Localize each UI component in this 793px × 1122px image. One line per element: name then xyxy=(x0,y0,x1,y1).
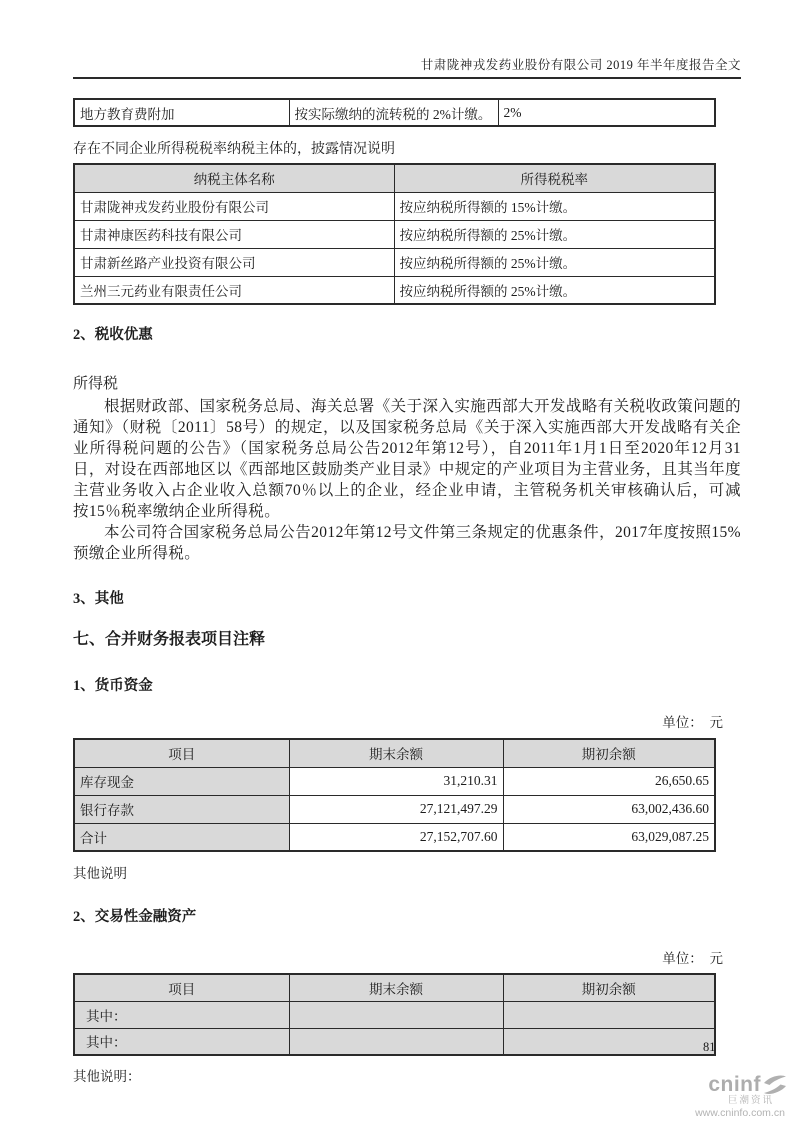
column-header: 期末余额 xyxy=(289,974,503,1001)
section-heading-monetary-funds: 1、货币资金 xyxy=(73,678,153,694)
row-label-cell: 其中： xyxy=(74,1028,289,1055)
table-row xyxy=(74,823,715,851)
section-heading-notes: 七、合并财务报表项目注释 xyxy=(73,631,266,648)
empty-cell xyxy=(289,1001,503,1028)
table-cell: 按应纳税所得额的 25%计缴。 xyxy=(394,276,715,304)
table-row xyxy=(74,248,715,276)
value-cell: 63,002,436.60 xyxy=(503,795,715,823)
column-header: 期末余额 xyxy=(289,739,503,767)
table-cell: 按应纳税所得额的 15%计缴。 xyxy=(394,192,715,220)
row-label-cell: 银行存款 xyxy=(74,795,289,823)
empty-cell xyxy=(503,1028,715,1055)
table-cell: 甘肃神康医药科技有限公司 xyxy=(74,220,394,248)
tax-incentive-paragraph-2: 本公司符合国家税务总局公告2012年第12号文件第三条规定的优惠条件，2017年度按照15%预缴企业所得税。 xyxy=(73,524,741,562)
cninfo-logo-row xyxy=(690,1074,790,1096)
table-row xyxy=(74,220,715,248)
table-cell: 甘肃陇神戎发药业股份有限公司 xyxy=(74,192,394,220)
page-content xyxy=(73,98,741,1085)
table-cell: 按应纳税所得额的 25%计缴。 xyxy=(394,248,715,276)
income-tax-label: 所得税 xyxy=(73,376,119,392)
column-header: 纳税主体名称 xyxy=(74,164,394,192)
table-header-row xyxy=(74,974,715,1001)
cninfo-logo-subtitle: 巨潮资讯 xyxy=(727,1095,774,1107)
table-cell: 2% xyxy=(498,99,715,126)
value-cell: 27,152,707.60 xyxy=(289,823,503,851)
column-header: 期初余额 xyxy=(503,974,715,1001)
monetary-funds-table xyxy=(73,738,716,852)
table-cell: 兰州三元药业有限责任公司 xyxy=(74,276,394,304)
page-number: 81 xyxy=(703,1040,716,1054)
table-cell: 按实际缴纳的流转税的 2%计缴。 xyxy=(289,99,498,126)
section-heading-trading-assets: 2、交易性金融资产 xyxy=(73,909,197,925)
cninfo-logo-text: cninf xyxy=(708,1073,761,1096)
empty-cell xyxy=(503,1001,715,1028)
table-row xyxy=(74,276,715,304)
table-header-row xyxy=(74,739,715,767)
value-cell: 26,650.65 xyxy=(503,767,715,795)
value-cell: 63,029,087.25 xyxy=(503,823,715,851)
column-header: 所得税税率 xyxy=(394,164,715,192)
empty-cell xyxy=(289,1028,503,1055)
section-heading-other: 3、其他 xyxy=(73,591,124,607)
other-note: 其他说明 xyxy=(73,866,127,881)
section-heading-tax-incentive: 2、税收优惠 xyxy=(73,327,153,343)
table-cell: 按应纳税所得额的 25%计缴。 xyxy=(394,220,715,248)
cninfo-logo-url: www.cninfo.com.cn xyxy=(695,1107,785,1120)
value-cell: 27,121,497.29 xyxy=(289,795,503,823)
tax-incentive-paragraph-1: 根据财政部、国家税务总局、海关总署《关于深入实施西部大开发战略有关税收政策问题的通知》（财税〔2011〕58号）的规定，以及国家税务总局《关于深入实施西部大开发战略有关企业所得税问题的公告》（国家税务总局公告2012年第12号），自2011年1月1日至2020年12月31日，对设在西部地区以《西部地区鼓励类产业目录》中规定的产业项目为主营业务，且其当年度主营业务收入占企业收入总额70％以上的企业，经企业申请，主管税务机关审核确认后，可减按15％税率缴纳企业所得税。 xyxy=(73,398,741,520)
report-title: 甘肃陇神戎发药业股份有限公司 2019 年半年度报告全文 xyxy=(420,58,741,72)
trading-assets-table xyxy=(73,973,716,1056)
taxpayer-table xyxy=(73,163,716,305)
table-row xyxy=(74,1028,715,1055)
value-cell: 31,210.31 xyxy=(289,767,503,795)
surtax-table xyxy=(73,98,716,127)
unit-label: 单位： 元 xyxy=(662,715,723,730)
column-header: 项目 xyxy=(74,974,289,1001)
unit-label: 单位： 元 xyxy=(662,951,723,966)
table-header-row xyxy=(74,164,715,192)
table-row xyxy=(74,795,715,823)
cninfo-logo xyxy=(690,1074,790,1119)
table-row xyxy=(74,99,715,126)
disclosure-note: 存在不同企业所得税税率纳税主体的，披露情况说明 xyxy=(73,142,395,157)
table-row xyxy=(74,192,715,220)
row-label-cell: 其中： xyxy=(74,1001,289,1028)
column-header: 项目 xyxy=(74,739,289,767)
page-header xyxy=(73,0,741,79)
other-note: 其他说明： xyxy=(73,1069,141,1084)
column-header: 期初余额 xyxy=(503,739,715,767)
table-row xyxy=(74,767,715,795)
table-cell: 地方教育费附加 xyxy=(74,99,289,126)
cninfo-swoosh-icon xyxy=(762,1074,788,1096)
row-label-cell: 库存现金 xyxy=(74,767,289,795)
row-label-cell: 合计 xyxy=(74,823,289,851)
table-cell: 甘肃新丝路产业投资有限公司 xyxy=(74,248,394,276)
table-row xyxy=(74,1001,715,1028)
